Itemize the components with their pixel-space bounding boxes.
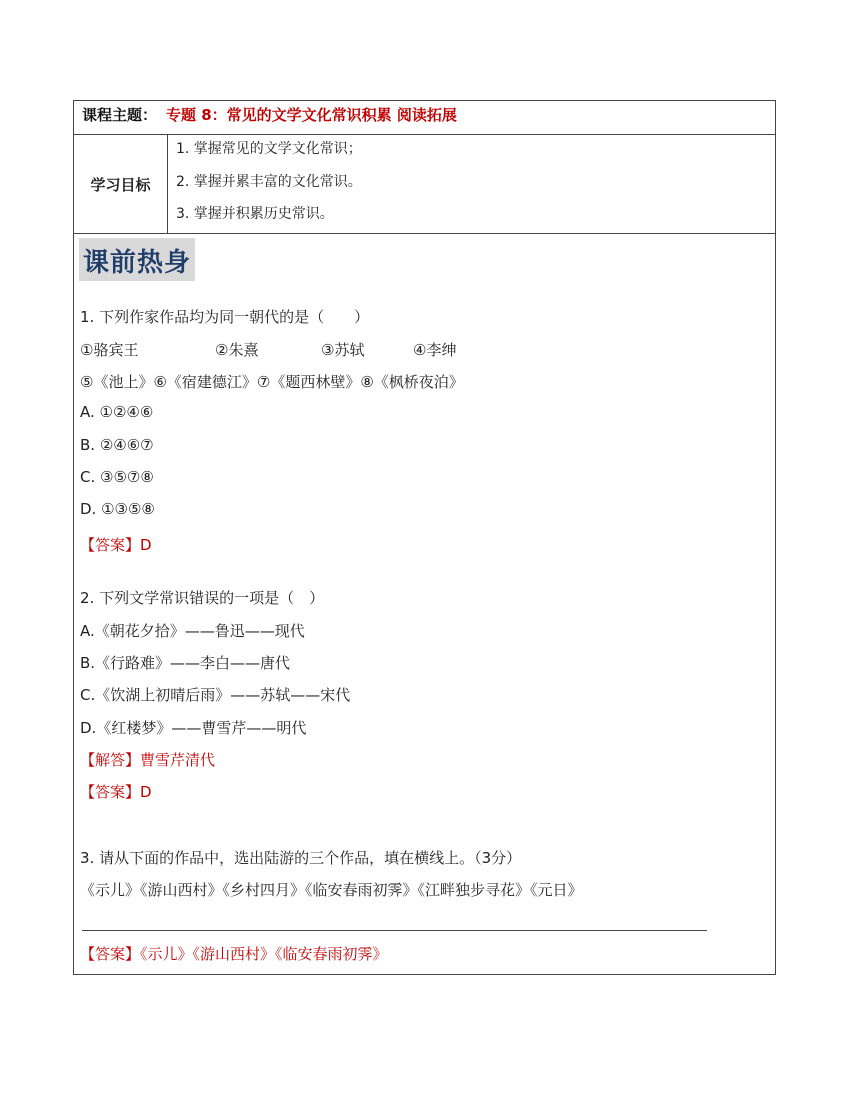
- goals-row: [74, 135, 775, 234]
- q2-stem: 2. 下列文学常识错误的一项是（ ）: [80, 589, 325, 607]
- q1-authors: [80, 339, 457, 360]
- q2-answer: [80, 781, 152, 802]
- q2-answer-value: D: [140, 783, 152, 801]
- q2-explain-value: 曹雪芹清代: [140, 751, 216, 769]
- q2-option-a: A.《朝花夕拾》——鲁迅——现代: [80, 622, 305, 640]
- q1-answer-value: D: [140, 536, 152, 554]
- q1-stem: 1. 下列作家作品均为同一朝代的是（ ）: [80, 308, 370, 326]
- q1-answer-label: 【答案】: [80, 536, 141, 554]
- q3-works: 《示儿》《游山西村》《乡村四月》《临安春雨初霁》《江畔独步寻花》《元日》: [80, 881, 583, 899]
- q1-option-c: C. ③⑤⑦⑧: [80, 468, 154, 486]
- q1-works: ⑤《池上》⑥《宿建德江》⑦《题西林壁》⑧《枫桥夜泊》: [80, 373, 464, 391]
- q1-author-4: ④李绅: [413, 341, 457, 359]
- q2-explanation: [80, 749, 215, 770]
- q1-author-1: ①骆宾王: [80, 341, 139, 359]
- q3-answer: [80, 943, 388, 964]
- goal-item-3: 3. 掌握并积累历史常识。: [176, 206, 334, 222]
- goal-item-2: 2. 掌握并累丰富的文化常识。: [176, 174, 362, 190]
- section-title: 课前热身: [79, 238, 195, 281]
- q2-answer-label: 【答案】: [80, 783, 141, 801]
- lesson-table: [73, 100, 776, 975]
- goal-item-1: 1. 掌握常见的文学文化常识；: [176, 141, 362, 157]
- q1-author-3: ③苏轼: [321, 341, 365, 359]
- q2-option-b: B.《行路难》——李白——唐代: [80, 654, 291, 672]
- q1-author-2: ②朱熹: [215, 341, 259, 359]
- goals-label: 学习目标: [74, 135, 168, 233]
- topic-row: [74, 101, 775, 135]
- q1-option-b: B. ②④⑥⑦: [80, 436, 154, 454]
- q1-option-a: A. ①②④⑥: [80, 403, 154, 421]
- answer-blank-line: [82, 930, 707, 931]
- q3-answer-value: 《示儿》《游山西村》《临安春雨初霁》: [140, 945, 388, 963]
- q2-explain-label: 【解答】: [80, 751, 141, 769]
- q3-answer-label: 【答案】: [80, 945, 141, 963]
- q1-option-d: D. ①③⑤⑧: [80, 500, 155, 518]
- topic-label: 课程主题：: [82, 106, 158, 124]
- q1-answer: [80, 534, 152, 555]
- q3-stem: 3. 请从下面的作品中，选出陆游的三个作品，填在横线上。（3分）: [80, 849, 522, 867]
- q2-option-d: D.《红楼梦》——曹雪芹——明代: [80, 719, 307, 737]
- q2-option-c: C.《饮湖上初晴后雨》——苏轼——宋代: [80, 686, 351, 704]
- topic-title: 专题 8：常见的文学文化常识积累 阅读拓展: [166, 106, 457, 124]
